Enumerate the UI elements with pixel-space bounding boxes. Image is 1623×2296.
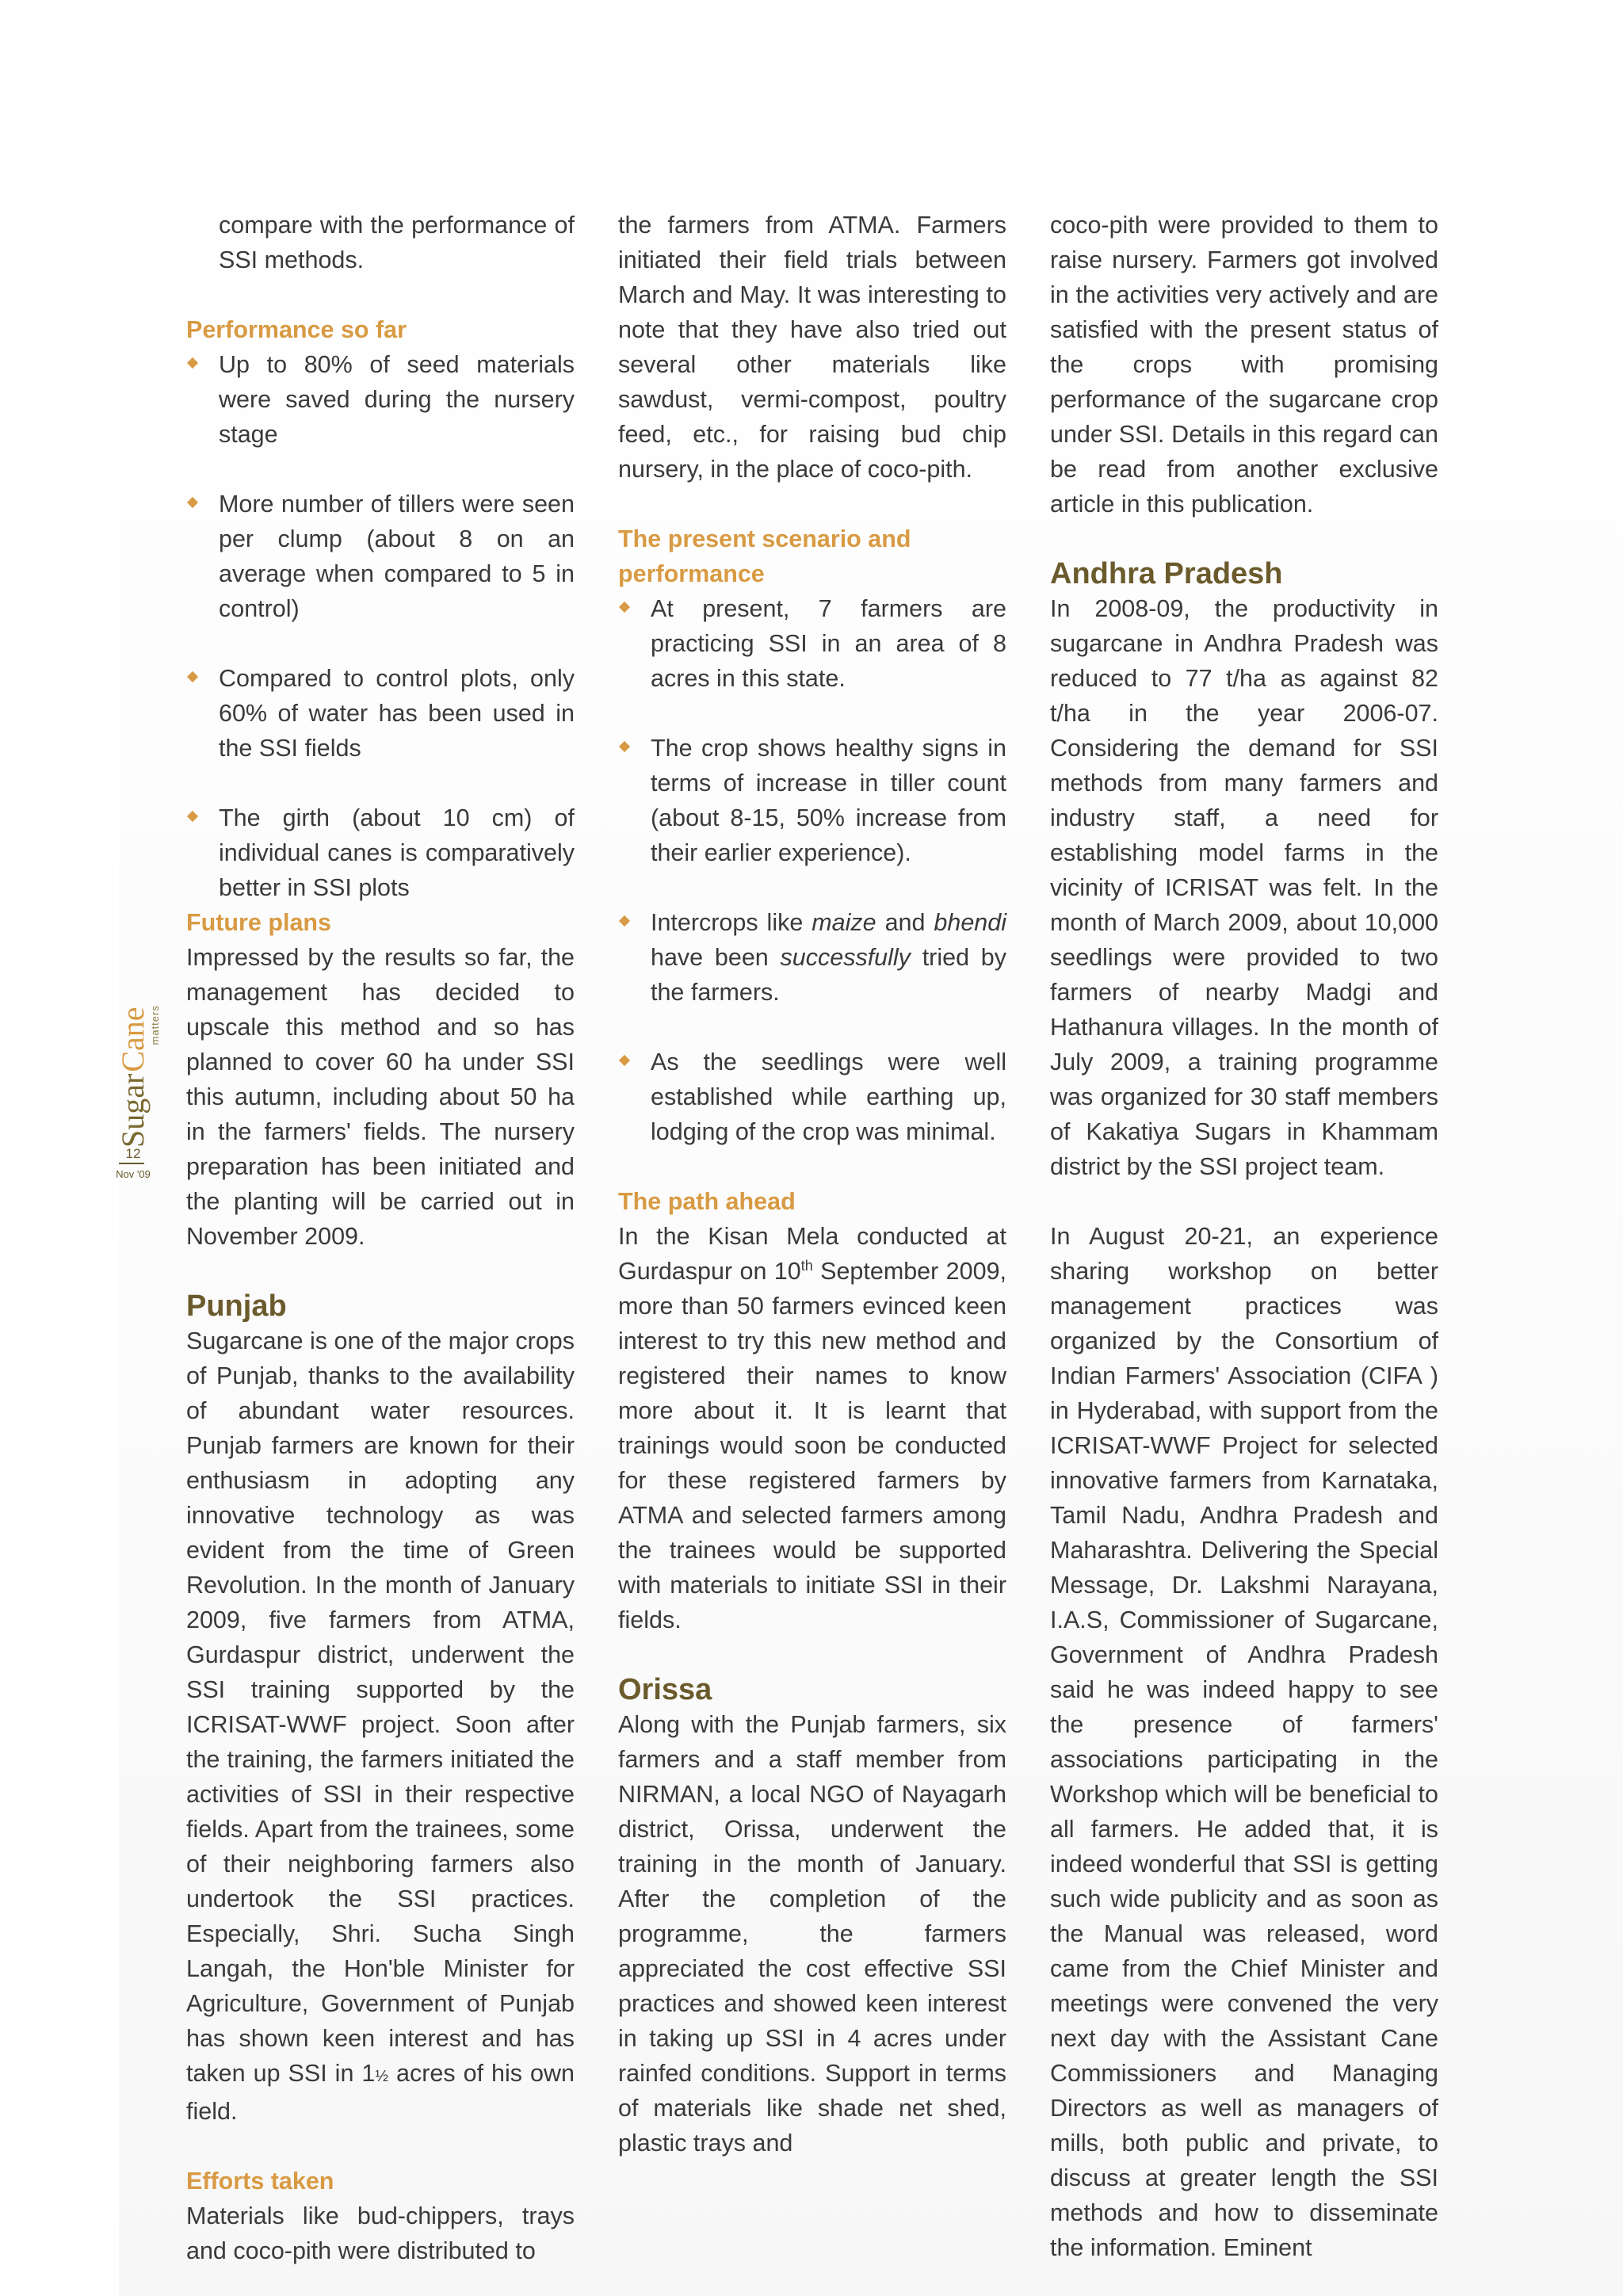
col1-intro: compare with the performance of SSI methods. [219,212,575,273]
orissa-text: Along with the Punjab farmers, six farmers and a staff member from NIRMAN, a local NGO of Nayagarh district, Orissa, underwent the training in the month of January. After the completion of the programme, the farmers appreciated the cost effective SSI practices and showed keen interest in taking up SSI in 4 acres under rainfed conditions. Support in terms of materials like shade net shed, plastic trays and [618,1711,1006,2157]
brand-sugar: Sugar [115,1073,151,1148]
brand-wordmark [109,973,161,1148]
list-item: The crop shows healthy signs in terms of increase in tiller count (about 8-15, 50% increase from their earlier experience). [618,731,1006,870]
column-3 [1050,208,1438,2265]
punjab-heading: Punjab [186,1289,287,1323]
col3-intro: coco-pith were provided to them to raise nursery. Farmers got involved in the activities very actively and are satisfied with the present status of the crops with promising performance of the sugarcane crop under SSI. Details in this regard can be read from another exclusive article in this publication. [1050,212,1438,518]
future-plans-heading: Future plans [186,909,332,936]
list-item: Compared to control plots, only 60% of water has been used in the SSI fields [186,661,575,766]
andhra-pradesh-text-1: In 2008-09, the productivity in sugarcane in Andhra Pradesh was reduced to 77 t/ha as against 82 t/ha in the year 2006-07. Considering the demand for SSI methods from many farmers and industry staff, a need for establishing model farms in the vicinity of ICRISAT was felt. In the month of March 2009, about 10,000 seedlings were provided to two farmers of nearby Madgi and Hathanura villages. In the month of July 2009, a training programme was organized for 30 staff members of Kakatiya Sugars in Khammam district by the SSI project team. [1050,595,1438,1180]
present-scenario-heading: The present scenario and performance [618,525,911,587]
andhra-pradesh-heading: Andhra Pradesh [1050,557,1283,590]
performance-list [186,347,575,905]
orissa-heading: Orissa [618,1673,712,1706]
brand-matters: matters [149,1005,161,1045]
page-number-rule [119,1163,144,1164]
future-plans-text: Impressed by the results so far, the management has decided to upscale this method and so has planned to cover 60 ha under SSI this autumn, including about 50 ha in the farmers' fields. The nursery preparation has been initiated and the planting will be carried out in November 2009. [186,944,575,1250]
bullet-diamond-icon [619,915,630,926]
efforts-text: Materials like bud-chippers, trays and coco-pith were distributed to [186,2202,575,2264]
bullet-diamond-icon [619,1055,630,1066]
bullet-diamond-icon [187,811,198,822]
list-item: More number of tillers were seen per clump (about 8 on an average when compared to 5 in control) [186,487,575,626]
column-1 [186,208,575,2268]
path-ahead-text: In the Kisan Mela conducted at Gurdaspur on 10th September 2009, more than 50 farmers evinced keen interest to try this new method and registered their names to know more about it. It is learnt that trainings would soon be conducted for these registered farmers by ATMA and selected farmers among the trainees would be supported with materials to initiate SSI in their fields. [618,1223,1007,1633]
bullet-diamond-icon [619,602,630,613]
punjab-text: Sugarcane is one of the major crops of Punjab, thanks to the availability of abundant water resources. Punjab farmers are known for their enthusiasm in adopting any innovative technology as was evident from the time of Green Revolution. In the month of January 2009, five farmers from ATMA, Gurdaspur district, underwent the SSI training supported by the ICRISAT-WWF project. Soon after the training, the farmers initiated the activities of SSI in their respective fields. Apart from the trainees, some of their neighboring farmers also undertook the SSI practices. Especially, Shri. Sucha Singh Langah, the Hon'ble Minister for Agriculture, Government of Punjab has shown keen interest and has taken up SSI in 1½ acres of his own field. [186,1328,575,2125]
column-2 [618,208,1006,2160]
andhra-pradesh-text-2: In August 20-21, an experience sharing workshop on better management practices was organized by the Consortium of Indian Farmers' Association (CIFA ) in Hyderabad, with support from the ICRISAT-WWF Project for selected innovative farmers from Karnataka, Tamil Nadu, Andhra Pradesh and Maharashtra. Delivering the Special Message, Dr. Lakshmi Narayana, I.A.S, Commissioner of Sugarcane, Government of Andhra Pradesh said he was indeed happy to see the presence of farmers' associations participating in the Workshop which will be beneficial to all farmers. He added that, it is indeed wonderful that SSI is getting such wide publicity and as soon as the Manual was released, word came from the Chief Minister and meetings were convened the very next day with the Assistant Cane Commissioners and Managing Directors as well as managers of mills, both public and private, to discuss at greater length the SSI methods and how to disseminate the information. Eminent [1050,1223,1438,2261]
bullet-diamond-icon [187,497,198,508]
bullet-diamond-icon [187,357,198,369]
brand-logo [109,997,161,1171]
list-item: The girth (about 10 cm) of individual canes is comparatively better in SSI plots [186,800,575,905]
list-item: Up to 80% of seed materials were saved during the nursery stage [186,347,575,452]
bullet-diamond-icon [187,671,198,682]
list-item: At present, 7 farmers are practicing SSI in an area of 8 acres in this state. [618,591,1006,696]
col2-intro: the farmers from ATMA. Farmers initiated their field trials between March and May. It was interesting to note that they have also tried out several other materials like sawdust, vermi-compost, poultry feed, etc., for raising bud chip nursery, in the place of coco-pith. [618,212,1006,483]
list-item: As the seedlings were well established while earthing up, lodging of the crop was minimal. [618,1045,1006,1149]
issue-date: Nov '09 [116,1168,151,1180]
list-item: Intercrops like maize and bhendi have been successfully tried by the farmers. [618,905,1006,1010]
bullet-diamond-icon [619,741,630,752]
brand-cane: Cane [115,1007,151,1072]
performance-heading: Performance so far [186,316,407,343]
present-scenario-list [618,591,1006,1149]
fraction-half: ½ [375,2068,389,2085]
page-number: 12 [125,1146,141,1161]
efforts-heading: Efforts taken [186,2168,334,2195]
path-ahead-heading: The path ahead [618,1188,796,1215]
